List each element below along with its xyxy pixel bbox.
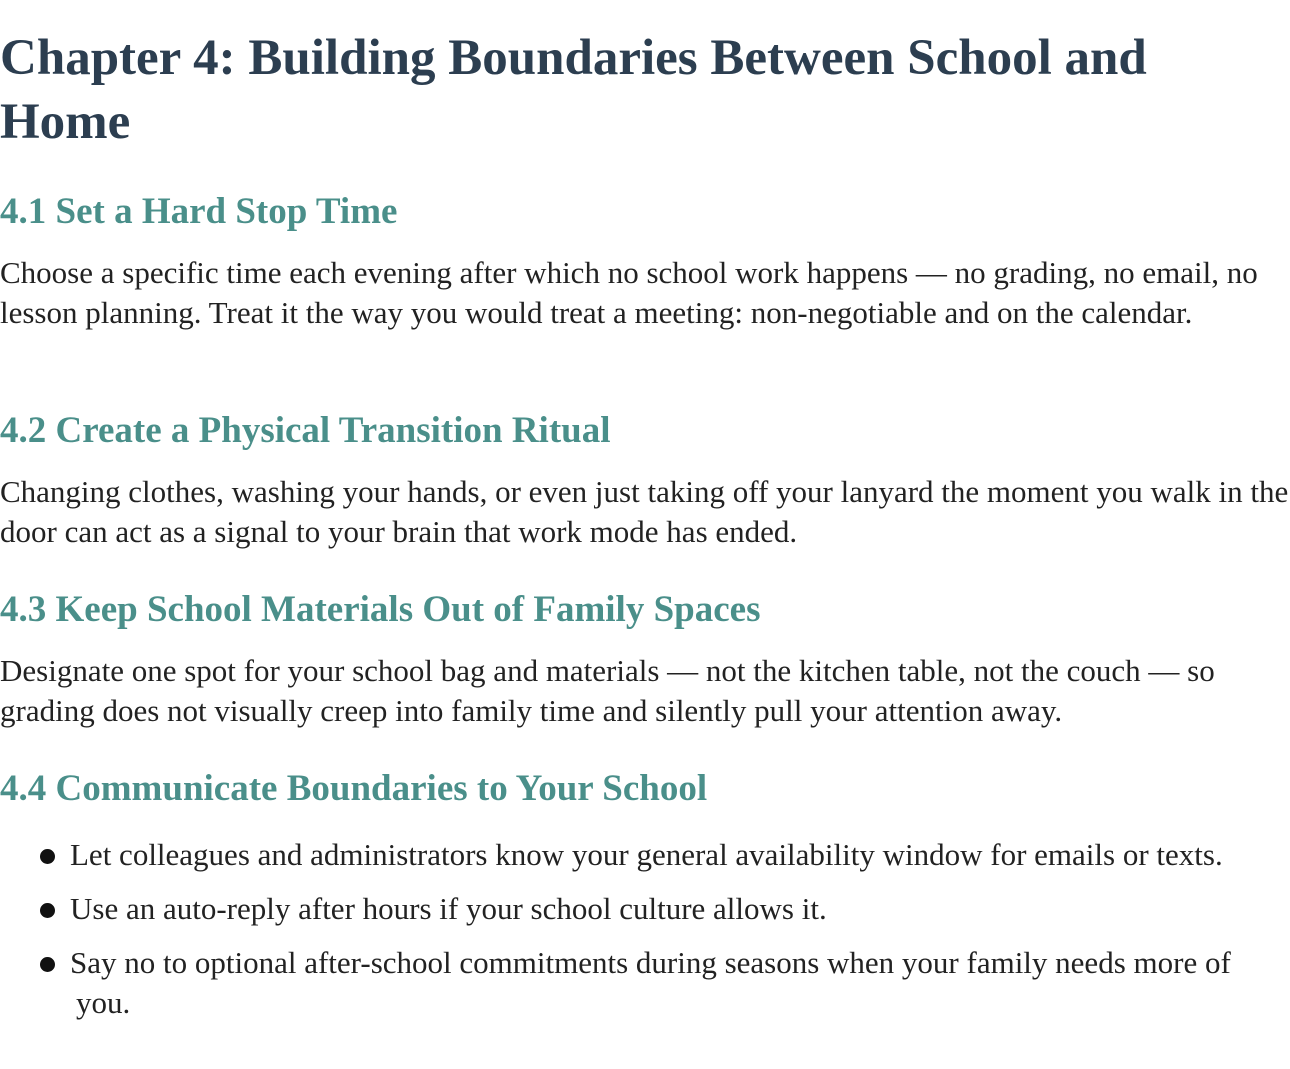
section-heading-4-1: 4.1 Set a Hard Stop Time — [0, 191, 398, 232]
section-text-4-1: Choose a specific time each evening after which no school work happens — no grading, no email, no lesson planning. Treat it the way you would treat a meeting: non-negotiable and on the calendar. — [0, 255, 1258, 330]
bullet-dot-icon — [40, 849, 55, 864]
section-heading-4-4: 4.4 Communicate Boundaries to Your School — [0, 768, 708, 809]
list-item-text: Use an auto-reply after hours if your school culture allows it. — [70, 891, 827, 926]
section-text-4-2: Changing clothes, washing your hands, or even just taking off your lanyard the moment you walk in the door can act as a signal to your brain that work mode has ended. — [0, 474, 1289, 549]
list-item — [0, 835, 1290, 875]
bullet-dot-icon — [40, 957, 55, 972]
list-item-text: Let colleagues and administrators know your general availability window for emails or texts. — [70, 837, 1223, 872]
list-item — [0, 889, 1290, 929]
chapter-title: Chapter 4: Building Boundaries Between School and Home — [0, 30, 1147, 150]
list-item — [0, 943, 1290, 1023]
section-heading-4-2: 4.2 Create a Physical Transition Ritual — [0, 410, 611, 451]
section-text-4-3: Designate one spot for your school bag and materials — not the kitchen table, not the couch — so grading does not visually creep into family time and silently pull your attention away. — [0, 653, 1215, 728]
section-heading-4-3: 4.3 Keep School Materials Out of Family Spaces — [0, 589, 761, 630]
bullet-dot-icon — [40, 903, 55, 918]
list-item-text: Say no to optional after-school commitments during seasons when your family needs more of you. — [70, 945, 1231, 1020]
boundaries-bullet-list — [0, 835, 1290, 1037]
